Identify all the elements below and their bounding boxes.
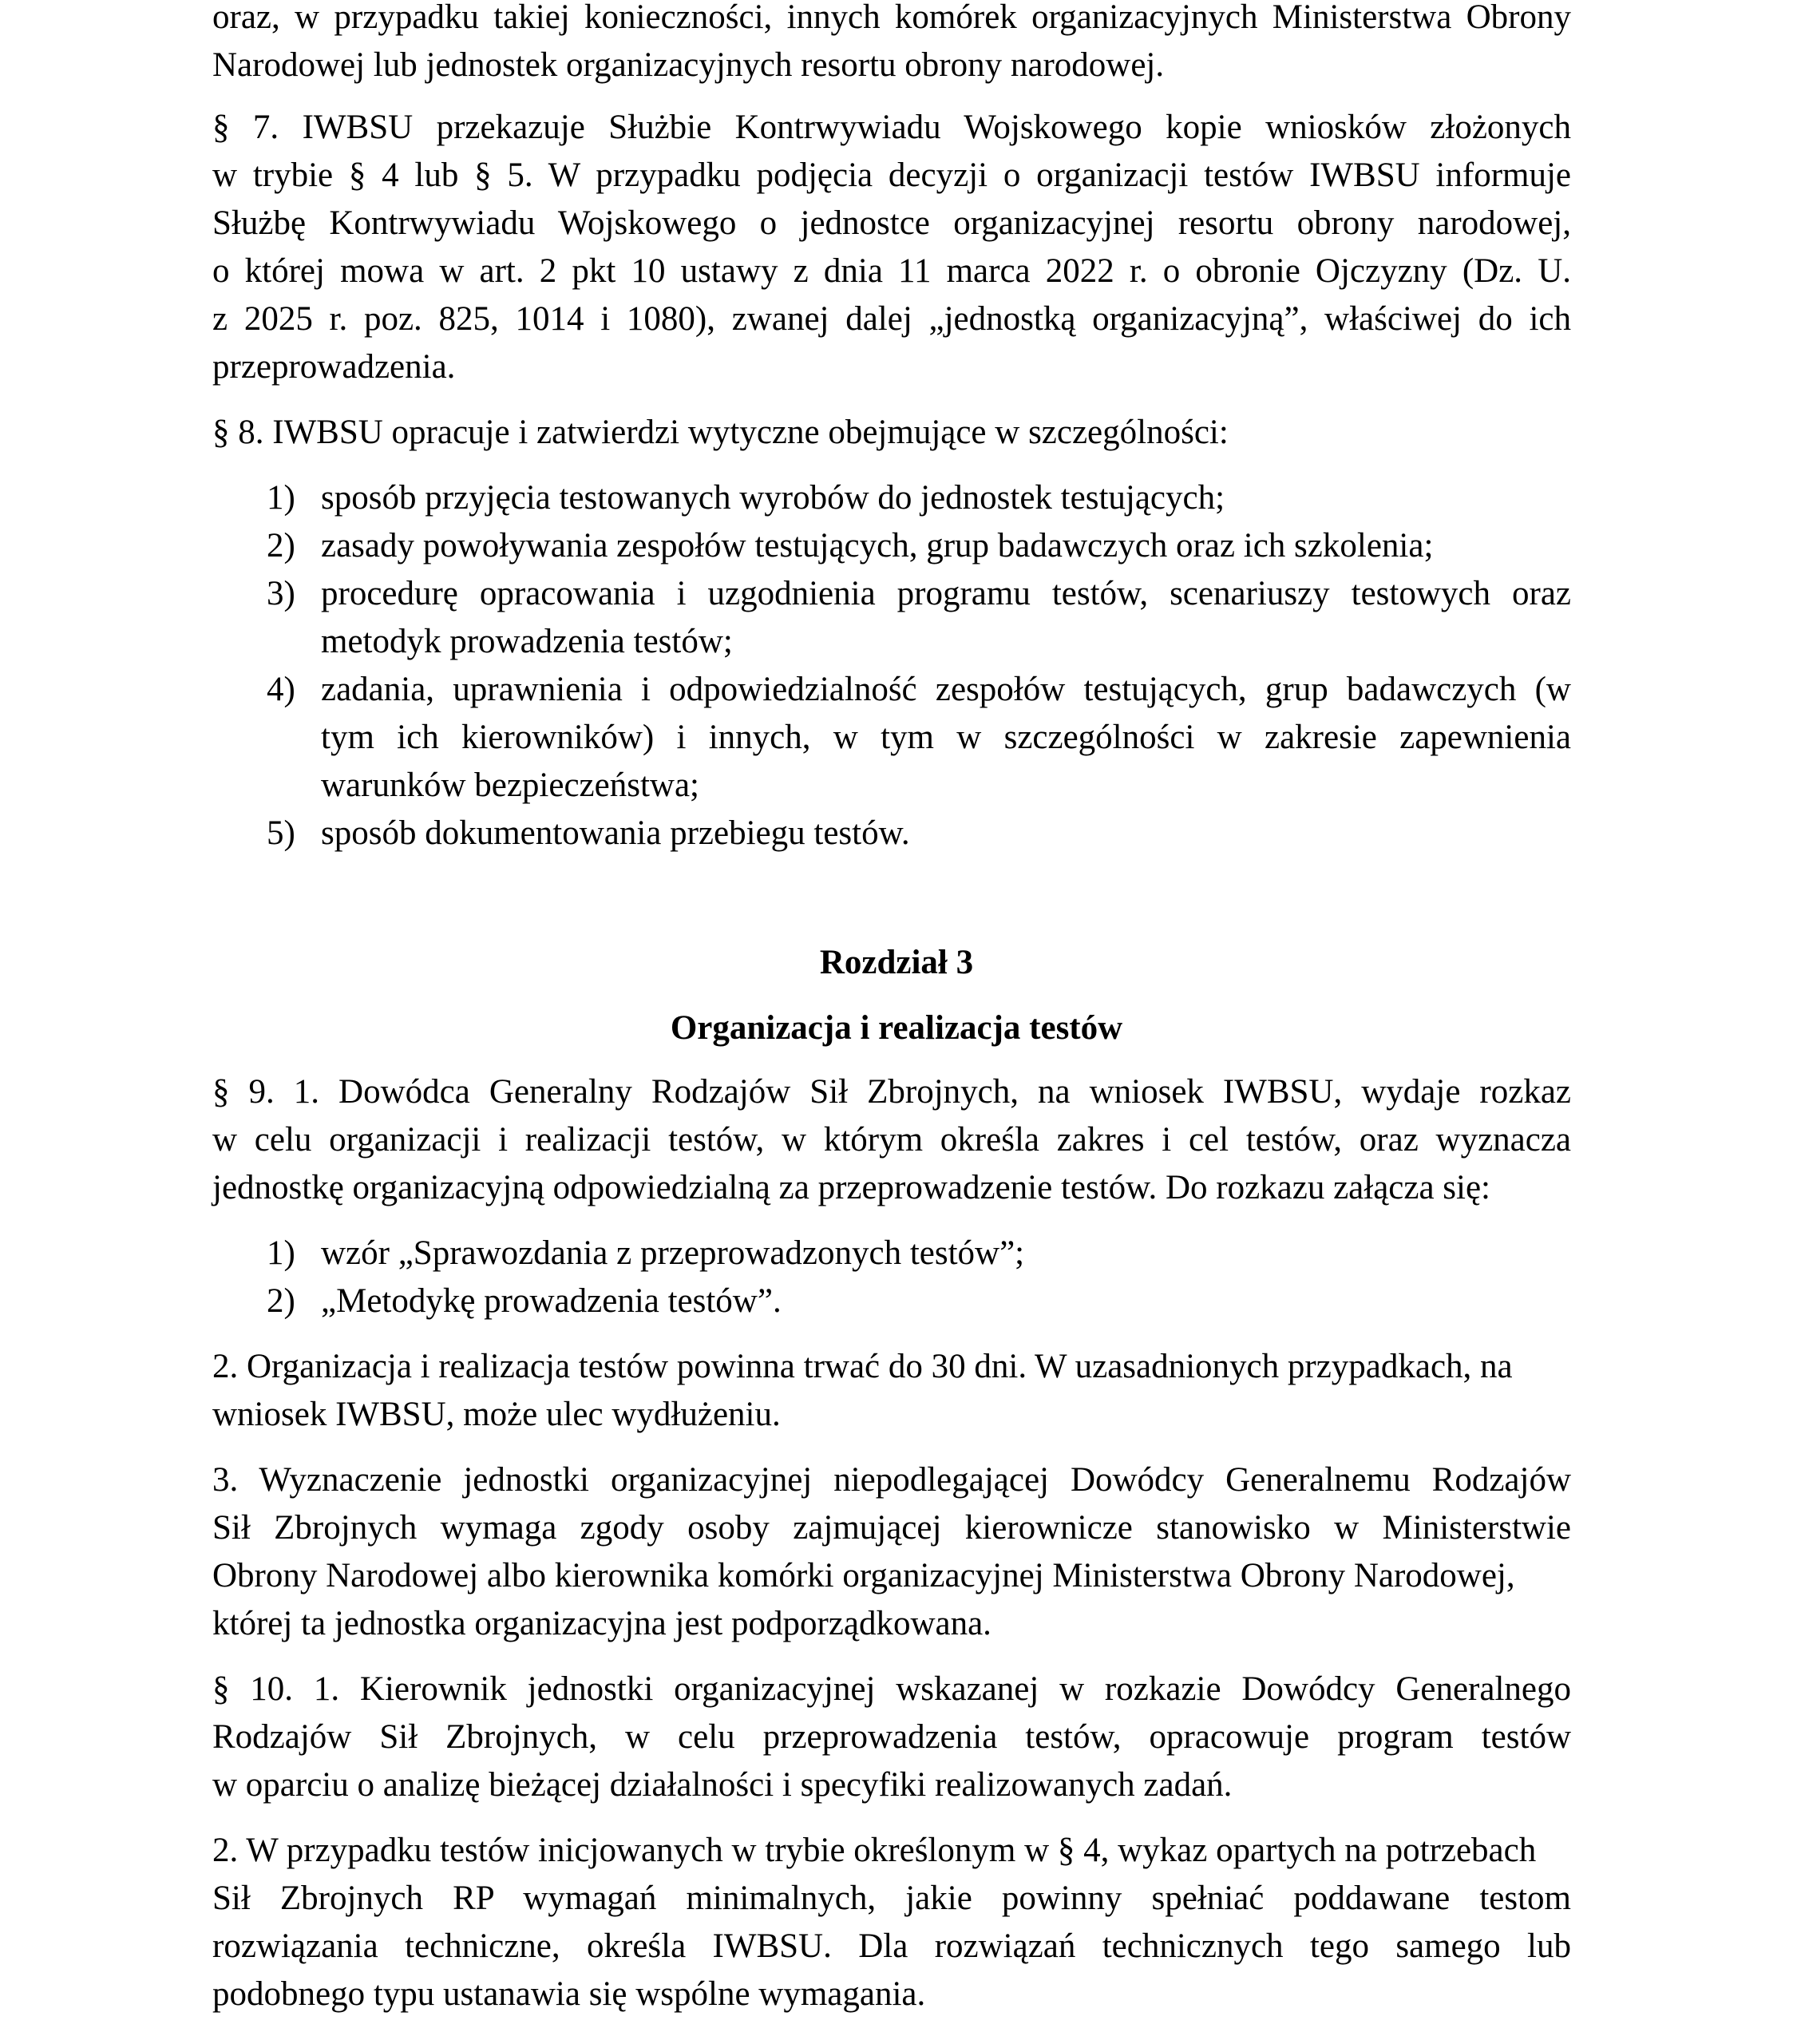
text-line: rozwiązania techniczne, określa IWBSU. Dla rozwiązań technicznych tego samego lub — [212, 1927, 1571, 1965]
list-number: 2) — [267, 527, 295, 564]
text-line: podobnego typu ustanawia się wspólne wymagania. — [212, 1975, 926, 2013]
list-text: zadania, uprawnienia i odpowiedzialność zespołów testujących, grup badawczych (w — [321, 671, 1571, 708]
text-line: w trybie § 4 lub § 5. W przypadku podjęcia decyzji o organizacji testów IWBSU informuje — [212, 156, 1571, 194]
text-line: 2. Organizacja i realizacja testów powinna trwać do 30 dni. W uzasadnionych przypadkach, na — [212, 1348, 1513, 1385]
text-line: wniosek IWBSU, może ulec wydłużeniu. — [212, 1396, 781, 1433]
text-line: przeprowadzenia. — [212, 348, 456, 386]
list-text: warunków bezpieczeństwa; — [321, 766, 699, 804]
text-line: § 10. 1. Kierownik jednostki organizacyjnej wskazanej w rozkazie Dowódcy Generalnego — [212, 1670, 1571, 1708]
text-line: jednostkę organizacyjną odpowiedzialną za przeprowadzenie testów. Do rozkazu załącza się: — [212, 1169, 1490, 1206]
list-text: „Metodykę prowadzenia testów”. — [321, 1282, 782, 1320]
text-line: 3. Wyznaczenie jednostki organizacyjnej niepodlegającej Dowódcy Generalnemu Rodzajów — [212, 1461, 1571, 1499]
text-line: w celu organizacji i realizacji testów, w którym określa zakres i cel testów, oraz wyznacza — [212, 1121, 1571, 1159]
list-number: 3) — [267, 575, 295, 612]
text-line: w oparciu o analizę bieżącej działalności i specyfiki realizowanych zadań. — [212, 1766, 1233, 1804]
list-text: procedurę opracowania i uzgodnienia programu testów, scenariuszy testowych oraz — [321, 575, 1571, 612]
list-number: 2) — [267, 1282, 295, 1320]
text-line: § 8. IWBSU opracuje i zatwierdzi wytyczne obejmujące w szczególności: — [212, 414, 1229, 451]
list-text: sposób dokumentowania przebiegu testów. — [321, 814, 910, 852]
list-number: 5) — [267, 814, 295, 852]
list-number: 1) — [267, 1234, 295, 1272]
list-number: 4) — [267, 671, 295, 708]
list-text: wzór „Sprawozdania z przeprowadzonych testów”; — [321, 1234, 1025, 1272]
list-text: tym ich kierowników) i innych, w tym w szczególności w zakresie zapewnienia — [321, 719, 1571, 756]
text-line: Służbę Kontrwywiadu Wojskowego o jednostce organizacyjnej resortu obrony narodowej, — [212, 204, 1571, 242]
text-line: § 7. IWBSU przekazuje Służbie Kontrwywiadu Wojskowego kopie wniosków złożonych — [212, 109, 1571, 146]
text-line: której ta jednostka organizacyjna jest podporządkowana. — [212, 1605, 991, 1642]
text-line: Sił Zbrojnych wymaga zgody osoby zajmującej kierownicze stanowisko w Ministerstwie — [212, 1509, 1571, 1547]
text-line: Obrony Narodowej albo kierownika komórki organizacyjnej Ministerstwa Obrony Narodowej, — [212, 1557, 1515, 1594]
chapter-title: Organizacja i realizacja testów — [670, 1009, 1123, 1047]
text-line: Rodzajów Sił Zbrojnych, w celu przeprowadzenia testów, opracowuje program testów — [212, 1718, 1571, 1756]
text-line: o której mowa w art. 2 pkt 10 ustawy z dnia 11 marca 2022 r. o obronie Ojczyzny (Dz. U. — [212, 252, 1571, 290]
list-text: sposób przyjęcia testowanych wyrobów do jednostek testujących; — [321, 479, 1225, 517]
text-line: Sił Zbrojnych RP wymagań minimalnych, jakie powinny spełniać poddawane testom — [212, 1880, 1571, 1917]
text-line: 2. W przypadku testów inicjowanych w trybie określonym w § 4, wykaz opartych na potrzebach — [212, 1832, 1537, 1869]
text-line: § 9. 1. Dowódca Generalny Rodzajów Sił Zbrojnych, na wniosek IWBSU, wydaje rozkaz — [212, 1073, 1571, 1111]
chapter-number: Rozdział 3 — [819, 944, 974, 981]
text-line: z 2025 r. poz. 825, 1014 i 1080), zwanej dalej „jednostką organizacyjną”, właściwej do ich — [212, 300, 1571, 338]
list-number: 1) — [267, 479, 295, 517]
text-line: oraz, w przypadku takiej konieczności, innych komórek organizacyjnych Ministerstwa Obrony — [212, 0, 1571, 36]
list-text: metodyk prowadzenia testów; — [321, 623, 733, 660]
list-text: zasady powoływania zespołów testujących, grup badawczych oraz ich szkolenia; — [321, 527, 1434, 564]
text-line: Narodowej lub jednostek organizacyjnych resortu obrony narodowej. — [212, 46, 1165, 84]
